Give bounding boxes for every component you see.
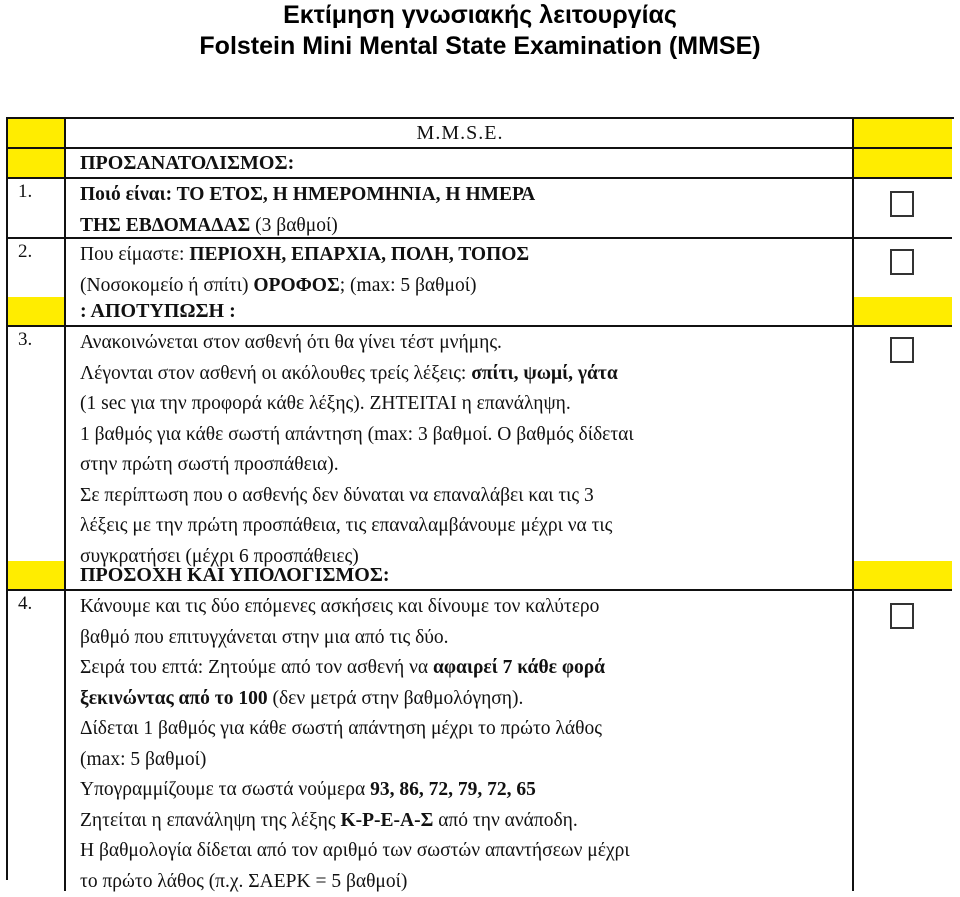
item-4-line-3-pre: Σειρά του επτά: Ζητούμε από τον ασθενή να [80,657,433,678]
item-2-line-1-bold: ΠΕΡΙΟΧΗ, ΕΠΑΡΧΙΑ, ΠΟΛΗ, ΤΟΠΟΣ [189,244,529,265]
section-number-cell [8,149,66,177]
item-4-line-9: Η βαθμολογία δίδεται από τον αριθμό των σωστών απαντήσεων μέχρι [80,836,852,867]
item-2-text [68,239,852,297]
item-4-line-8-rest: από την ανάποδη. [433,810,577,831]
slide-title-line-2: Folstein Mini Mental State Examination (MMSE) [0,31,960,62]
item-1-line-2-bold: ΤΗΣ ΕΒΔΟΜΑΔΑΣ [80,215,250,236]
item-3-text [68,327,852,561]
item-2-line-2-rest: ; (max: 5 βαθμοί) [340,275,477,296]
section-orientation-row [8,149,952,177]
item-3-number: 3. [8,327,66,561]
slide-title-line-1: Εκτίμηση γνωσιακής λειτουργίας [0,0,960,31]
item-4-line-7-bold: 93, 86, 72, 79, 72, 65 [370,779,536,800]
item-3-line-4: 1 βαθμός για κάθε σωστή απάντηση (max: 3 βαθμοί. Ο βαθμός δίδεται [80,420,852,451]
item-4-line-8-pre: Ζητείται η επανάληψη της λέξης [80,810,340,831]
item-3-line-7: λέξεις με την πρώτη προσπάθεια, τις επαναλαμβάνουμε μέχρι να τις [80,511,852,542]
item-4-line-8 [80,806,852,837]
item-4-number: 4. [8,591,66,891]
section-attention-title: ΠΡΟΣΟΧΗ ΚΑΙ ΥΠΟΛΟΓΙΣΜΟΣ: [68,561,852,589]
item-4-line-4 [80,684,852,715]
item-4-row [8,591,952,891]
item-3-line-2-bold: σπίτι, ψωμί, γάτα [471,363,618,384]
item-4-score-cell [852,591,952,891]
section-attention-row [8,561,952,589]
item-4-line-5: Δίδεται 1 βαθμός για κάθε σωστή απάντηση μέχρι το πρώτο λάθος [80,714,852,745]
section-registration-title: : ΑΠΟΤΥΠΩΣΗ : [68,297,852,325]
item-2-line-1 [80,240,852,271]
item-3-line-2-pre: Λέγονται στον ασθενή οι ακόλουθες τρείς λέξεις: [80,363,471,384]
item-2-number: 2. [8,239,66,297]
form-header-title: M.M.S.E. [68,119,852,147]
item-3-line-6: Σε περίπτωση που ο ασθενής δεν δύναται να επαναλάβει και τις 3 [80,481,852,512]
item-3-line-8: συγκρατήσει (μέχρι 6 προσπάθειες) [80,542,852,573]
item-3-line-3: (1 sec για την προφορά κάθε λέξης). ΖΗΤΕΙΤΑΙ η επανάληψη. [80,389,852,420]
item-4-line-6: (max: 5 βαθμοί) [80,745,852,776]
section-score-cell [852,561,952,589]
item-2-line-2-pre: (Νοσοκομείο ή σπίτι) [80,275,253,296]
item-1-line-1: Ποιό είναι: ΤΟ ΕΤΟΣ, Η ΗΜΕΡΟΜΗΝΙΑ, Η ΗΜΕΡΑ [80,180,852,211]
item-3-score-cell [852,327,952,561]
item-4-line-3 [80,653,852,684]
item-4-line-4-bold: ξεκινώντας από το 100 [80,688,268,709]
item-4-line-1: Κάνουμε και τις δύο επόμενες ασκήσεις και δίνουμε τον καλύτερο [80,592,852,623]
item-4-line-2: βαθμό που επιτυγχάνεται στην μια από τις δύο. [80,623,852,654]
section-score-cell [852,149,952,177]
item-1-score-checkbox[interactable] [890,191,914,217]
item-4-line-4-rest: (δεν μετρά στην βαθμολόγηση). [268,688,524,709]
item-4-line-7 [80,775,852,806]
section-orientation-title: ΠΡΟΣΑΝΑΤΟΛΙΣΜΟΣ: [68,149,852,177]
section-number-cell [8,561,66,589]
section-registration-row [8,297,952,325]
item-4-line-3-bold: αφαιρεί 7 κάθε φορά [433,657,605,678]
section-number-cell [8,297,66,325]
item-2-line-1-pre: Που είμαστε: [80,244,189,265]
item-3-line-2 [80,359,852,390]
item-4-score-checkbox[interactable] [890,603,914,629]
header-number-cell [8,119,66,147]
form-header-row [8,119,952,147]
item-3-row [8,327,952,561]
item-1-number: 1. [8,179,66,239]
item-3-score-checkbox[interactable] [890,337,914,363]
item-3-line-5: στην πρώτη σωστή προσπάθεια). [80,450,852,481]
item-4-line-7-pre: Υπογραμμίζουμε τα σωστά νούμερα [80,779,370,800]
item-1-score-cell [852,179,952,239]
item-4-text [68,591,852,891]
item-1-text [68,179,852,239]
section-score-cell [852,297,952,325]
item-1-line-2-rest: (3 βαθμοί) [250,215,337,236]
item-2-line-2-bold: ΟΡΟΦΟΣ [253,275,339,296]
slide-title [0,0,960,62]
item-4-line-8-bold: Κ-Ρ-Ε-Α-Σ [340,810,433,831]
item-1-row [8,179,952,239]
header-score-cell [852,119,952,147]
item-2-row [8,239,952,297]
item-2-score-checkbox[interactable] [890,249,914,275]
item-4-line-10: το πρώτο λάθος (π.χ. ΣΑΕΡΚ = 5 βαθμοί) [80,867,852,897]
mmse-form [6,117,954,880]
item-2-score-cell [852,239,952,297]
item-3-line-1: Ανακοινώνεται στον ασθενή ότι θα γίνει τέστ μνήμης. [80,328,852,359]
